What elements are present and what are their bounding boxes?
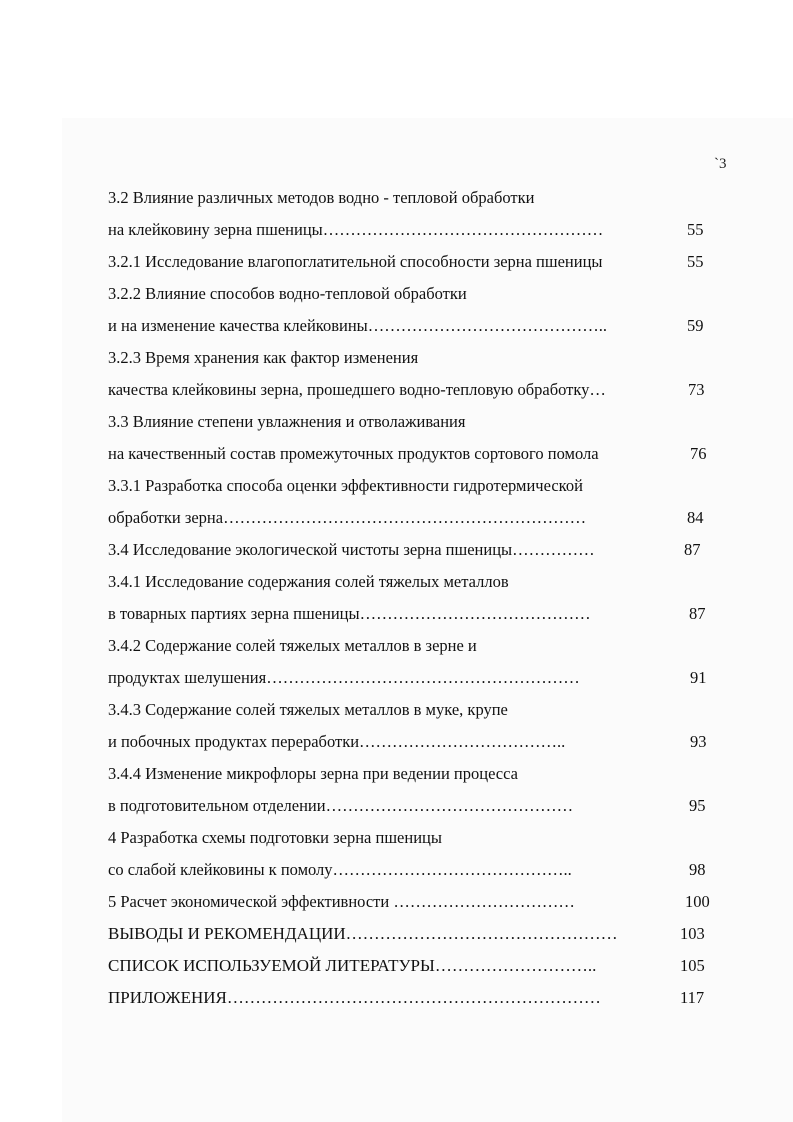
toc-entry-3-4-4-line-2: в подготовительном отделении………………………………………: [108, 796, 574, 815]
toc-entry-references-page: 105: [680, 956, 705, 975]
toc-entry-3-2-2-line-2: и на изменение качества клейковины……………………………………..: [108, 316, 608, 335]
toc-entry-5-line-1: 5 Расчет экономической эффективности ……………………………: [108, 892, 575, 911]
toc-entry-3-4-1-line-1: 3.4.1 Исследование содержания солей тяжелых металлов: [108, 572, 509, 591]
page-number: `3: [714, 156, 727, 172]
toc-entry-4-page: 98: [689, 860, 706, 879]
toc-entry-4-line-1: 4 Разработка схемы подготовки зерна пшеницы: [108, 828, 442, 847]
toc-entry-3-2-3-line-2: качества клейковины зерна, прошедшего водно-тепловую обработку…: [108, 380, 606, 399]
toc-entry-3-4-3-line-1: 3.4.3 Содержание солей тяжелых металлов в муке, крупе: [108, 700, 508, 719]
toc-entry-3-4-1-line-2: в товарных партиях зерна пшеницы……………………………………: [108, 604, 591, 623]
toc-entry-conclusions-line-1: ВЫВОДЫ И РЕКОМЕНДАЦИИ…………………………………………: [108, 924, 618, 943]
toc-entry-appendices-page: 117: [680, 988, 705, 1007]
toc-entry-3-3-page: 76: [690, 444, 707, 463]
toc-entry-3-3-line-2: на качественный состав промежуточных продуктов сортового помола: [108, 444, 599, 463]
toc-entry-3-4-1-page: 87: [689, 604, 706, 623]
toc-entry-3-4-line-1: 3.4 Исследование экологической чистоты зерна пшеницы……………: [108, 540, 595, 559]
toc-entry-3-4-4-page: 95: [689, 796, 706, 815]
toc-entry-3-4-page: 87: [684, 540, 701, 559]
toc-entry-3-4-3-line-2: и побочных продуктах переработки………………………………..: [108, 732, 566, 751]
toc-entry-3-4-3-page: 93: [690, 732, 707, 751]
toc-entry-3-2-2-page: 59: [687, 316, 704, 335]
toc-entry-3-2-1-page: 55: [687, 252, 704, 271]
toc-entry-3-2-1-line-1: 3.2.1 Исследование влагопоглатительной способности зерна пшеницы: [108, 252, 603, 271]
toc-entry-3-3-1-line-2: обработки зерна…………………………………………………………: [108, 508, 587, 527]
toc-entry-3-4-4-line-1: 3.4.4 Изменение микрофлоры зерна при ведении процесса: [108, 764, 518, 783]
toc-entry-3-4-2-line-1: 3.4.2 Содержание солей тяжелых металлов в зерне и: [108, 636, 477, 655]
toc-entry-3-4-2-line-2: продуктах шелушения…………………………………………………: [108, 668, 580, 687]
toc-entry-3-2-page: 55: [687, 220, 704, 239]
toc-entry-3-2-3-page: 73: [688, 380, 705, 399]
toc-entry-3-2-3-line-1: 3.2.3 Время хранения как фактор изменения: [108, 348, 419, 367]
toc-entry-3-3-line-1: 3.3 Влияние степени увлажнения и отволаживания: [108, 412, 466, 431]
toc-entry-4-line-2: со слабой клейковины к помолу……………………………………..: [108, 860, 572, 879]
toc-entry-conclusions-page: 103: [680, 924, 705, 943]
toc-entry-references-line-1: СПИСОК ИСПОЛЬЗУЕМОЙ ЛИТЕРАТУРЫ………………………..: [108, 956, 597, 975]
toc-entry-3-2-2-line-1: 3.2.2 Влияние способов водно-тепловой обработки: [108, 284, 467, 303]
toc-entry-3-3-1-page: 84: [687, 508, 704, 527]
toc-entry-3-3-1-line-1: 3.3.1 Разработка способа оценки эффективности гидротермической: [108, 476, 583, 495]
toc-entry-3-2-line-1: 3.2 Влияние различных методов водно - тепловой обработки: [108, 188, 535, 207]
toc-entry-3-2-line-2: на клейковину зерна пшеницы……………………………………………: [108, 220, 604, 239]
toc-entry-3-4-2-page: 91: [690, 668, 707, 687]
toc-entry-appendices-line-1: ПРИЛОЖЕНИЯ…………………………………………………………: [108, 988, 601, 1007]
toc-entry-5-page: 100: [685, 892, 710, 911]
